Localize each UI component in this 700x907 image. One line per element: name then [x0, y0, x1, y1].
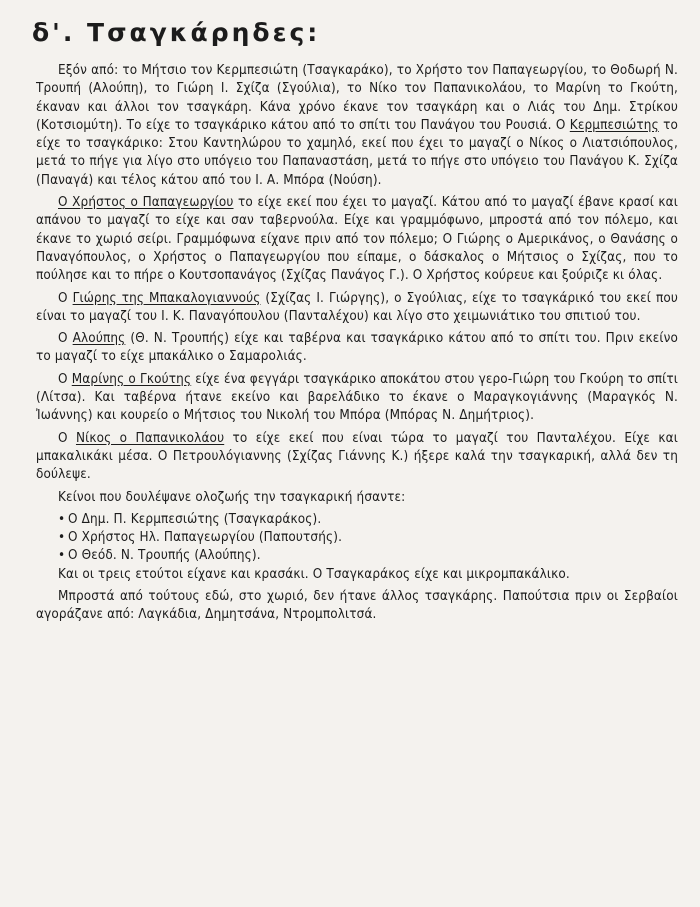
- underlined-name: Μαρίνης ο Γκούτης: [71, 371, 192, 387]
- underlined-name: Γιώρης της Μπακαλογιαννούς: [72, 290, 261, 306]
- list-item: [58, 547, 678, 565]
- paragraph-6: [36, 430, 678, 485]
- underlined-name: Κερμπεσιώτης: [569, 117, 659, 133]
- list-item-text: Ο Θεόδ. Ν. Τρουπής (Αλούπης).: [68, 548, 261, 564]
- paragraph-2-text: το είχε εκεί που έχει το μαγαζί. Κάτου από το μαγαζί έβανε κρασί και απάνου το μαγαζί το είχε και σαν ταβερνούλα. Είχε και γραμμόφωνο, μπροστά από τον πόλεμο, και έκανε το χωριό σείρι. Γραμμόφωνα είχανε πριν από τον πόλεμο; Ο Γιώρης ο Αμερικάνος, ο Θανάσης ο Παναγόπουλος, ο Χρήστος ο Παπαγεωργίου που είπαμε, ο δάσκαλος ο Μήτσιος ο Σχίζας, που το πούλησε και το πήρε ο Κουτσοπανάγος (Σχίζας Πανάγος Γ.). Ο Χρήστος κούρευε και ξούριζε κι όλας.: [36, 195, 678, 284]
- paragraph-3: [36, 290, 678, 327]
- paragraph-6-text: το είχε εκεί που είναι τώρα το μαγαζί του Πανταλέχου. Είχε και μπακαλικάκι μέσα. Ο Πετρουλόγιαννης (Σχίζας Γιάννης Κ.) ήξερε καλά την τσαγκαρική, αλλά δεν τη δούλεψε.: [36, 430, 678, 483]
- paragraph-2: [36, 194, 678, 285]
- paragraph-9: Μπροστά από τούτους εδώ, στο χωριό, δεν ήτανε άλλος τσαγκάρης. Παπούτσια πριν οι Σερβαίοι αγοράζανε από: Λαγκάδια, Δημητσάνα, Ντρομπολιτσά.: [36, 589, 678, 623]
- paragraph-5: [36, 371, 678, 426]
- paragraph-4-text: (Θ. Ν. Τρουπής) είχε και ταβέρνα και τσαγκάρικο κάτου από το σπίτι του. Πριν εκείνο το μαγαζί το είχε μπακάλικο ο Σαμαρολιάς.: [36, 331, 678, 365]
- paragraph-4: [36, 330, 678, 367]
- list-item-text: Ο Χρήστος Ηλ. Παπαγεωργίου (Παπουτσής).: [68, 530, 343, 546]
- paragraph-5-text: είχε ένα φεγγάρι τσαγκάρικο αποκάτου στου γερο-Γιώρη του Γκούρη το σπίτι (Λίτσα). Και ταβέρνα ήτανε εκείνο και βαρελάδικο το έκανε ο Μαραγκογιάννης (Μαραγκός Ν. Ἰωάννης) και κουρείο ο Μήτσιος του Νικολή του Μπόρα (Μπόρας Ν. Δημήτριος).: [36, 371, 678, 424]
- paragraph-1-rest: το είχε το τσαγκάρικο: Στου Καντηλώρου το χαμηλό, εκεί που έχει το μαγαζί ο Νίκος ο Λιατσιόπουλος, μετά το πήγε για λίγο στο υπόγειο του Παπαναστάση, μετά το πήγε στο υπόγειο του Πανάγου Κ. Σχίζα (Παναγά) και τέλος κάτου από του Ι. Α. Μπόρα (Νούση).: [36, 117, 679, 188]
- paragraph-8: Και οι τρεις ετούτοι είχανε και κρασάκι. Ο Τσαγκαράκος είχε και μικρομπακάλικο.: [58, 566, 570, 582]
- bullet-icon: •: [58, 530, 66, 546]
- underlined-name: Νίκος ο Παπανικολάου: [75, 430, 225, 446]
- paragraph-5-pre: Ο: [58, 371, 68, 387]
- paragraph-3-text: (Σχίζας Ι. Γιώργης), ο Σγούλιας, είχε το τσαγκάρικό του εκεί που είναι το μαγαζί του Ι. Κ. Παναγόπουλου (Πανταλέχου) και λίγο στο χειμωνιάτικο του σπιτιού του.: [36, 290, 678, 324]
- paragraph-1: [36, 62, 678, 190]
- underlined-name: Ο Χρήστος ο Παπαγεωργίου: [58, 195, 234, 211]
- underlined-name: Αλούπης: [72, 331, 126, 347]
- list-item: [58, 511, 678, 529]
- bullet-icon: •: [58, 511, 66, 527]
- list-item-text: Ο Δημ. Π. Κερμπεσιώτης (Τσαγκαράκος).: [68, 511, 322, 527]
- paragraph-6-pre: Ο: [58, 430, 68, 446]
- bullet-icon: •: [58, 548, 66, 564]
- section-heading: δ'. Τσαγκάρηδες:: [32, 18, 321, 47]
- shoemakers-list: [58, 511, 678, 566]
- paragraph-4-pre: Ο: [58, 331, 68, 347]
- list-item: [58, 529, 678, 547]
- paragraph-1-text: Εξόν από: το Μήτσιο τον Κερμπεσιώτη (Τσαγκαράκο), το Χρήστο τον Παπαγεωργίου, το Θοδωρή Ν. Τρουπή (Αλούπη), το Γιώρη Ι. Σχίζα (Σγούλια), το Νίκο τον Παπανικολάου, το Μαρίνη το Γκούτη, έκαναν και άλλοι τον τσαγκάρη. Κάνα χρόνο έκανε τον τσαγκάρη και ο Λιάς του Δημ. Στρίκου (Κοτσιομύτη). Το είχε το τσαγκάρικο κάτου από το σπίτι του Πανάγου του Ρουσιά. Ο: [36, 63, 678, 133]
- paragraph-7: Κείνοι που δουλέψανε ολοζωής την τσαγκαρική ήσαντε:: [58, 489, 406, 505]
- document-body: [36, 62, 678, 625]
- paragraph-3-pre: Ο: [58, 290, 68, 306]
